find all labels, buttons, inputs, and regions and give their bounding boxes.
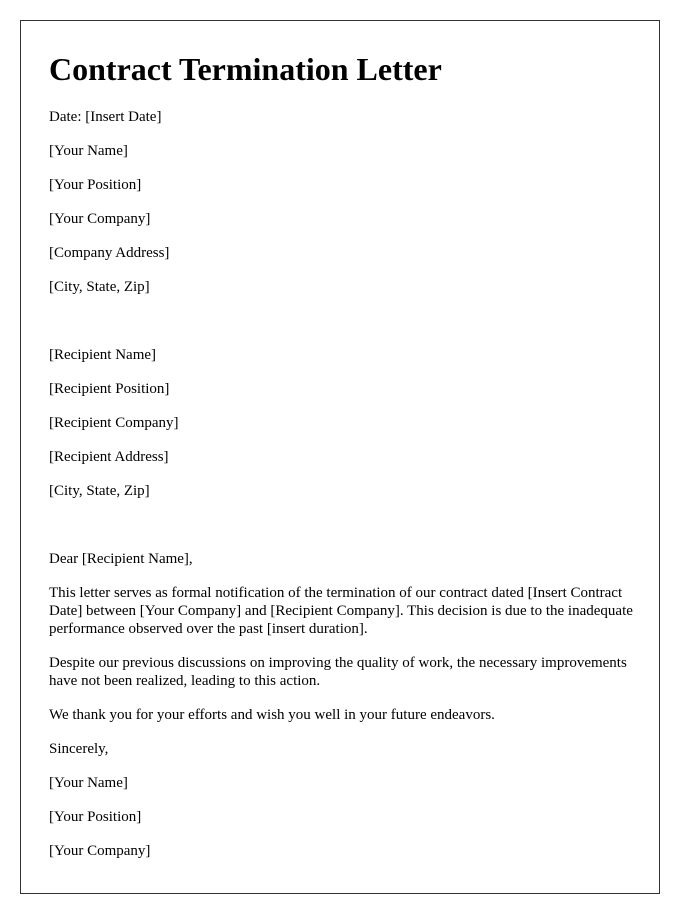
recipient-company: [Recipient Company]	[49, 415, 179, 431]
sender-company: [Your Company]	[49, 211, 151, 227]
recipient-position: [Recipient Position]	[49, 381, 170, 397]
date-line: Date: [Insert Date]	[49, 109, 162, 125]
sender-address: [Company Address]	[49, 245, 170, 261]
sender-city-state-zip: [City, State, Zip]	[49, 279, 150, 295]
letter-page	[20, 20, 660, 894]
sender-position: [Your Position]	[49, 177, 142, 193]
signature-company: [Your Company]	[49, 843, 151, 859]
signature-name: [Your Name]	[49, 775, 128, 791]
body-paragraph: We thank you for your efforts and wish you well in your future endeavors.	[49, 707, 495, 723]
body-paragraph: This letter serves as formal notification of the termination of our contract dated [Insert Contract Date] between [Your Company] and [Recipient Company]. This decision is due to the inadequate performance observed over the past [insert duration].	[49, 585, 633, 637]
salutation: Dear [Recipient Name],	[49, 551, 193, 567]
signature-position: [Your Position]	[49, 809, 142, 825]
sender-name: [Your Name]	[49, 143, 128, 159]
recipient-address: [Recipient Address]	[49, 449, 169, 465]
recipient-city-state-zip: [City, State, Zip]	[49, 483, 150, 499]
letter-title: Contract Termination Letter	[49, 51, 442, 87]
recipient-name: [Recipient Name]	[49, 347, 157, 363]
closing: Sincerely,	[49, 741, 109, 757]
body-paragraph: Despite our previous discussions on improving the quality of work, the necessary improvements have not been realized, leading to this action.	[49, 655, 627, 689]
